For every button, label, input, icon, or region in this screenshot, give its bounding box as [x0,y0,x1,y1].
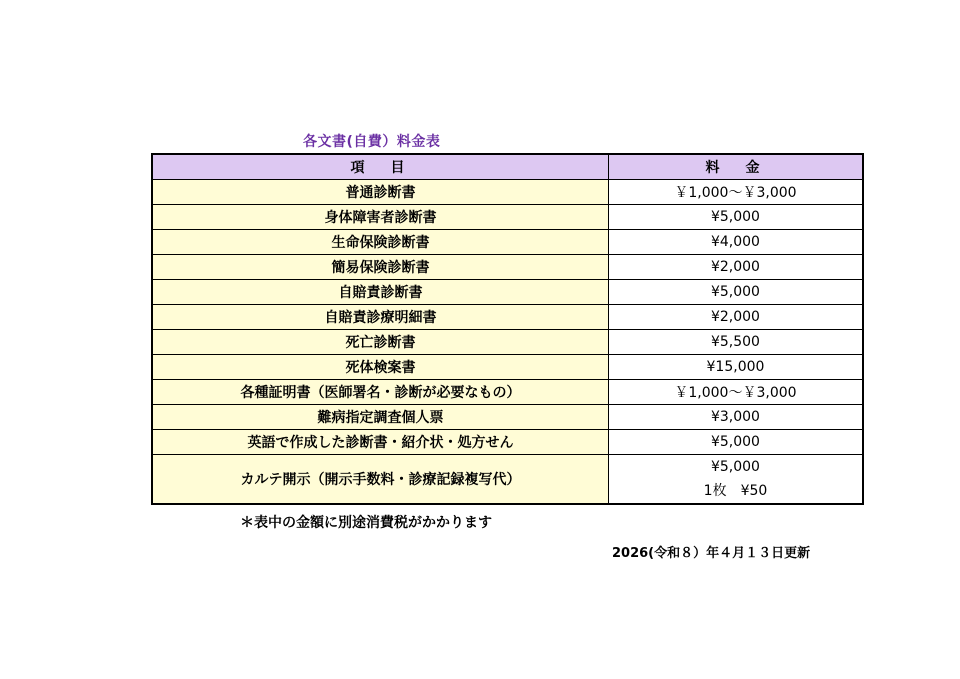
table-row [152,230,863,255]
table-row [152,405,863,430]
tax-note: ＊表中の金額に別途消費税がかかります [240,515,492,531]
item-cell: 生命保険診断書 [152,230,608,255]
table-row [152,280,863,305]
item-cell: 各種証明書（医師署名・診断が必要なもの） [152,380,608,405]
table-row [152,430,863,455]
table-row [152,305,863,330]
item-cell: 死体検案書 [152,355,608,380]
page-title: 各文書(自費）料金表 [303,134,441,150]
fee-cell: ¥2,000 [608,305,863,330]
item-cell: 英語で作成した診断書・紹介状・処方せん [152,430,608,455]
table-header-row [152,154,863,180]
fee-cell: ¥5,500 [608,330,863,355]
item-cell: 自賠責診断書 [152,280,608,305]
fee-cell: ¥5,000 [608,430,863,455]
fee-line-per-sheet: 1枚 ¥50 [703,483,768,499]
item-cell: 難病指定調査個人票 [152,405,608,430]
fee-line-base: ¥5,000 [710,459,760,475]
table-row-medical-records [152,455,863,505]
fee-cell: ¥15,000 [608,355,863,380]
fee-cell: ¥5,000 [608,205,863,230]
table-row [152,255,863,280]
table-row [152,355,863,380]
fee-cell: ¥3,000 [608,405,863,430]
fee-cell: ¥4,000 [608,230,863,255]
fee-table [151,153,864,505]
column-header-item: 項 目 [152,154,608,180]
item-cell: 死亡診断書 [152,330,608,355]
fee-cell: ￥1,000～￥3,000 [608,380,863,405]
item-cell: カルテ開示（開示手数料・診療記録複写代） [152,455,608,505]
fee-cell: ￥1,000～￥3,000 [608,180,863,205]
item-cell: 自賠責診療明細書 [152,305,608,330]
item-cell: 身体障害者診断書 [152,205,608,230]
column-header-fee: 料 金 [608,154,863,180]
fee-cell: ¥5,000 [608,280,863,305]
item-cell: 簡易保険診断書 [152,255,608,280]
item-cell: 普通診断書 [152,180,608,205]
fee-cell-multi [608,455,863,505]
table-row [152,330,863,355]
table-row [152,205,863,230]
table-row [152,380,863,405]
table-row [152,180,863,205]
updated-date: 2026(令和８）年４月１３日更新 [612,546,811,561]
fee-cell: ¥2,000 [608,255,863,280]
